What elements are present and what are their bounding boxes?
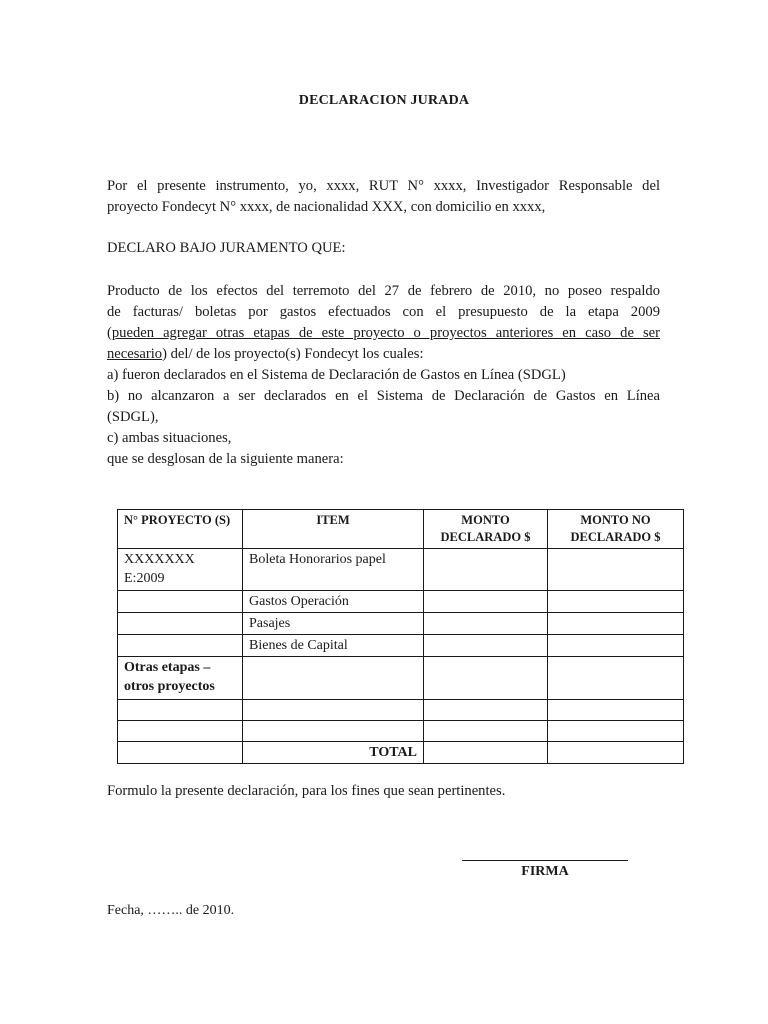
body-line-3-open: ( (107, 325, 112, 341)
expenses-table (117, 509, 684, 764)
cell-item-bienes: Bienes de Capital (243, 635, 424, 657)
header-item: ITEM (243, 510, 424, 549)
header-monto-declarado (424, 510, 548, 549)
table-row (118, 700, 684, 721)
cell-item-pasajes: Pasajes (243, 613, 424, 635)
cell-total-declarado (424, 742, 548, 764)
cell-otras-etapas (118, 657, 243, 700)
table-row (118, 591, 684, 613)
date-line: Fecha, …….. de 2010. (107, 903, 235, 918)
otras-line-2: otros proyectos (124, 679, 215, 694)
intro-paragraph (107, 176, 660, 218)
cell-monto-no-declarado (548, 635, 684, 657)
header-monto-no-declarado-line-2: DECLARADO $ (570, 530, 661, 544)
header-monto-declarado-line-2: DECLARADO $ (440, 530, 531, 544)
body-line-4-rest: ) del/ de los proyecto(s) Fondecyt los cuales: (162, 346, 424, 362)
total-label: TOTAL (243, 742, 424, 764)
declaro-text: DECLARO BAJO JURAMENTO QUE: (107, 240, 346, 256)
body-line-2: de facturas/ boletas por gastos efectuados con el presupuesto de la etapa 2009 (107, 304, 660, 320)
cell-monto-declarado (424, 549, 548, 591)
declaration-body (107, 281, 660, 470)
cell-item-gastos: Gastos Operación (243, 591, 424, 613)
otras-line-1: Otras etapas – (124, 660, 211, 675)
body-line-3-underlined: pueden agregar otras etapas de este proyecto o proyectos anteriores en caso de ser (111, 325, 660, 341)
cell-monto-declarado (424, 657, 548, 700)
desglose-line: que se desglosan de la siguiente manera: (107, 451, 344, 467)
cell-monto-declarado (424, 635, 548, 657)
cell-item (243, 657, 424, 700)
closing-statement: Formulo la presente declaración, para los fines que sean pertinentes. (107, 783, 506, 799)
document-title: DECLARACION JURADA (298, 93, 470, 108)
cell-monto-no-declarado (548, 721, 684, 742)
cell-monto-no-declarado (548, 549, 684, 591)
cell-proyecto (118, 635, 243, 657)
cell-item (243, 721, 424, 742)
header-proyecto: N° PROYECTO (S) (118, 510, 243, 549)
cell-monto-declarado (424, 591, 548, 613)
cell-monto-declarado (424, 700, 548, 721)
cell-total-no-declarado (548, 742, 684, 764)
cell-monto-no-declarado (548, 657, 684, 700)
cell-proyecto (118, 742, 243, 764)
table-total-row (118, 742, 684, 764)
cell-monto-declarado (424, 613, 548, 635)
cell-proyecto (118, 549, 243, 591)
cell-monto-no-declarado (548, 700, 684, 721)
body-line-1: Producto de los efectos del terremoto del 27 de febrero de 2010, no poseo respaldo (107, 283, 660, 299)
table-row (118, 613, 684, 635)
header-monto-no-declarado (548, 510, 684, 549)
cell-proyecto (118, 700, 243, 721)
cell-item (243, 700, 424, 721)
body-line-3 (107, 323, 660, 344)
proyecto-etapa: E:2009 (124, 571, 165, 586)
option-c: c) ambas situaciones, (107, 430, 232, 446)
header-monto-declarado-line-1: MONTO (461, 513, 510, 527)
cell-monto-declarado (424, 721, 548, 742)
intro-line-2: proyecto Fondecyt N° xxxx, de nacionalidad XXX, con domicilio en xxxx, (107, 199, 546, 215)
cell-monto-no-declarado (548, 613, 684, 635)
header-monto-no-declarado-line-1: MONTO NO (580, 513, 651, 527)
cell-item-boleta: Boleta Honorarios papel (243, 549, 424, 591)
cell-proyecto (118, 591, 243, 613)
signature-label: FIRMA (521, 864, 569, 879)
table-row (118, 635, 684, 657)
table-row (118, 549, 684, 591)
intro-line-1: Por el presente instrumento, yo, xxxx, RUT N° xxxx, Investigador Responsable del (107, 178, 660, 194)
cell-proyecto (118, 721, 243, 742)
option-b-line-1: b) no alcanzaron a ser declarados en el Sistema de Declaración de Gastos en Línea (107, 388, 660, 404)
option-a: a) fueron declarados en el Sistema de Declaración de Gastos en Línea (SDGL) (107, 367, 566, 383)
table-row (118, 657, 684, 700)
body-line-4-underlined: necesario (107, 346, 163, 362)
table-header-row (118, 510, 684, 549)
signature-line (462, 860, 628, 861)
body-line-4 (107, 344, 660, 365)
declaro-heading (107, 238, 660, 259)
cell-monto-no-declarado (548, 591, 684, 613)
proyecto-code: XXXXXXX (124, 552, 195, 567)
table-row (118, 721, 684, 742)
cell-proyecto (118, 613, 243, 635)
option-b-line-2: (SDGL), (107, 409, 159, 425)
